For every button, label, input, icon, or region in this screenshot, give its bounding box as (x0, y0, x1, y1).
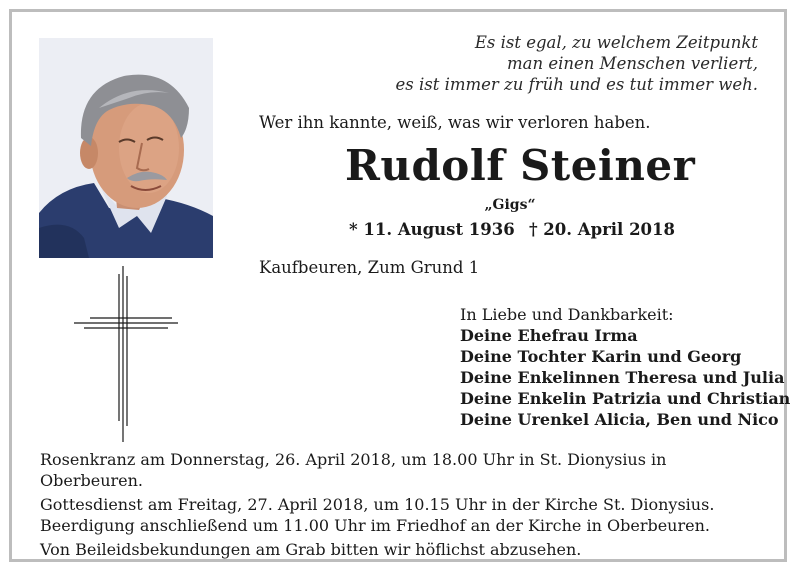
condolence-note: Von Beileidsbekundungen am Grab bitten wir höflichst abzusehen. (40, 540, 582, 559)
poem-line: es ist immer zu früh und es tut immer weh. (395, 75, 758, 94)
motto: Wer ihn kannte, weiß, was wir verloren haben. (259, 113, 651, 132)
mourner-line: Deine Urenkel Alicia, Ben und Nico (460, 410, 779, 429)
poem (0, 32, 758, 95)
mourner-line: Deine Tochter Karin und Georg (460, 347, 742, 366)
footer (40, 449, 762, 563)
deceased-name: Rudolf Steiner (345, 141, 696, 190)
birth-date: * 11. August 1936 (349, 220, 515, 239)
mourners (460, 304, 790, 430)
cross-icon (70, 266, 182, 442)
mourners-intro: In Liebe und Dankbarkeit: (460, 305, 674, 324)
poem-line: man einen Menschen verliert, (507, 54, 758, 73)
mourner-line: Deine Ehefrau Irma (460, 326, 638, 345)
death-date: † 20. April 2018 (528, 220, 675, 239)
nickname: „Gigs“ (484, 197, 536, 213)
mourner-line: Deine Enkelinnen Theresa und Julia (460, 368, 785, 387)
mourner-line: Deine Enkelin Patrizia und Christian (460, 389, 791, 408)
poem-line: Es ist egal, zu welchem Zeitpunkt (474, 33, 758, 52)
address: Kaufbeuren, Zum Grund 1 (259, 258, 480, 277)
rosary-info: Rosenkranz am Donnerstag, 26. April 2018, um 18.00 Uhr in St. Dionysius in Oberbeuren. (40, 450, 667, 490)
service-info: Gottesdienst am Freitag, 27. April 2018, um 10.15 Uhr in der Kirche St. Dionysius. Beerdigung anschließend um 11.00 Uhr im Friedhof an der Kirche in Oberbeuren. (40, 495, 715, 535)
